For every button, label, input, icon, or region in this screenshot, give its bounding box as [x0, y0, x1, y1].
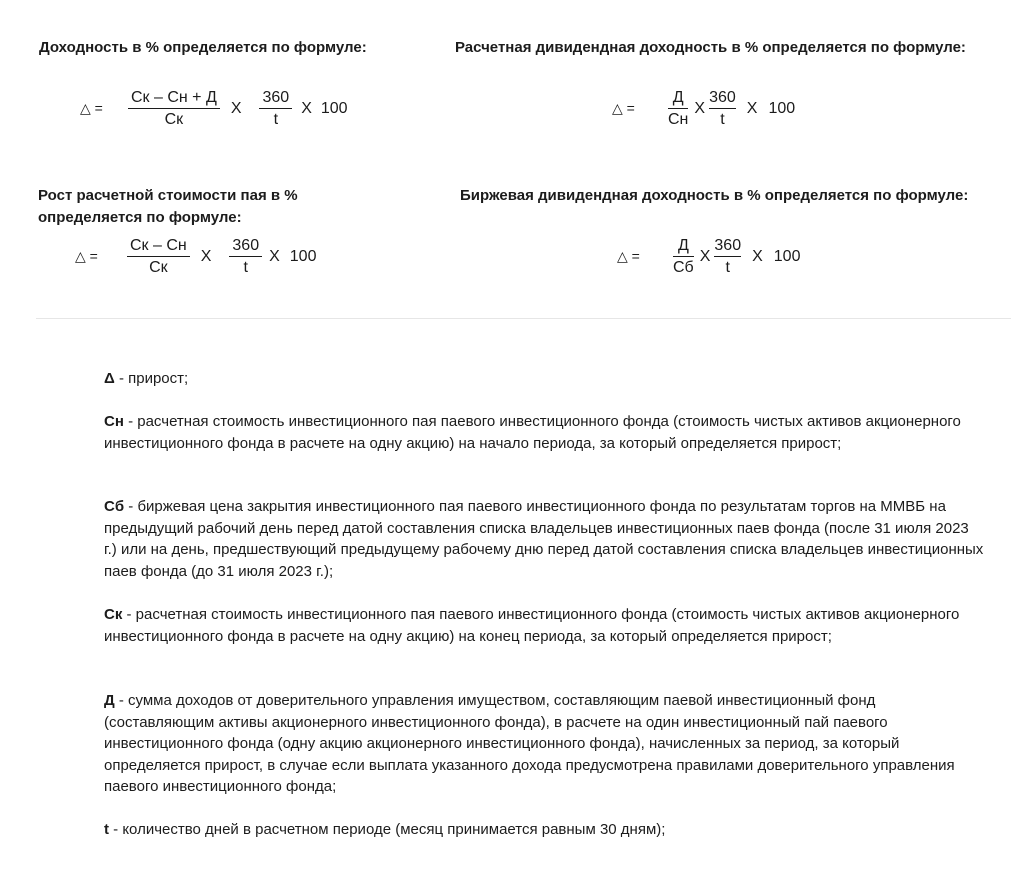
- legend-t: [104, 819, 984, 841]
- days-fraction: [714, 237, 741, 276]
- fraction-numerator: Д: [672, 89, 684, 106]
- fraction-bar: [714, 256, 741, 257]
- fraction-bar: [128, 108, 220, 109]
- multiply-sign: X: [230, 99, 242, 117]
- multiply-sign: X: [301, 99, 312, 117]
- legend-definition: - расчетная стоимость инвестиционного пая паевого инвестиционного фонда (стоимость чистых активов акционерного инвестиционного фонда в расчете на одну акцию) на конец периода, за который определяется прирост;: [104, 606, 960, 645]
- fraction-numerator: 360: [709, 89, 736, 106]
- fraction-denominator: Cб: [673, 259, 694, 276]
- yield-formula: [80, 89, 348, 128]
- legend-delta: [104, 368, 984, 390]
- fraction-numerator: Cк – Cн: [130, 237, 187, 254]
- legend-cn: [104, 411, 984, 454]
- multiply-sign: X: [746, 99, 758, 117]
- fraction-bar: [259, 108, 292, 109]
- legend-term: Cк: [104, 606, 123, 623]
- dividend-fraction: [673, 237, 694, 276]
- fraction-numerator: 360: [714, 237, 742, 254]
- legend-d: [104, 690, 984, 798]
- growth-formula-title: [38, 185, 298, 229]
- legend-term: t: [104, 821, 109, 838]
- days-fraction: [259, 89, 292, 128]
- legend-definition: - сумма доходов от доверительного управления имуществом, составляющим паевой инвестиционный фонд (составляющим активы акционерного инвестиционного фонда), в расчете на один инвестиционный пай паевого инвестиционного фонда (одну акцию акционерного инвестиционного фонда), начисленных за период, за который определяется прирост, в случае если выплата указанного дохода предусмотрена правилами доверительного управления паевого инвестиционного фонда;: [104, 692, 955, 795]
- delta-lhs: △ =: [75, 248, 98, 264]
- days-fraction: [709, 89, 736, 128]
- multiply-sign: X: [694, 99, 706, 117]
- fraction-numerator: 360: [232, 237, 260, 254]
- exchange-dividend-formula: [617, 237, 800, 276]
- legend-cb: [104, 496, 984, 582]
- legend-ck: [104, 604, 984, 647]
- legend-term: Cб: [104, 498, 125, 515]
- section-divider: [36, 318, 1011, 319]
- legend-term: Д: [104, 692, 115, 709]
- fraction-bar: [229, 256, 262, 257]
- calc-dividend-formula: [612, 89, 795, 128]
- hundred-value: 100: [289, 247, 317, 265]
- hundred-value: 100: [768, 99, 796, 117]
- growth-title-line-1: Рост расчетной стоимости пая в %: [38, 187, 298, 204]
- hundred-value: 100: [320, 99, 348, 117]
- legend-term: Δ: [104, 370, 115, 387]
- days-fraction: [229, 237, 262, 276]
- delta-lhs: △ =: [612, 100, 635, 116]
- delta-lhs: △ =: [617, 248, 640, 264]
- fraction-numerator: Д: [677, 237, 689, 254]
- legend-definition: - прирост;: [114, 370, 189, 387]
- fraction-denominator: t: [720, 111, 725, 128]
- dividend-fraction: [668, 89, 688, 128]
- growth-main-fraction: [127, 237, 190, 276]
- growth-title-line-2: определяется по формуле:: [38, 209, 242, 226]
- multiply-sign: X: [699, 247, 711, 265]
- yield-formula-title: Доходность в % определяется по формуле:: [39, 39, 367, 56]
- multiply-sign: X: [200, 247, 212, 265]
- hundred-value: 100: [773, 247, 801, 265]
- calc-dividend-formula-title: Расчетная дивидендная доходность в % определяется по формуле:: [455, 39, 966, 56]
- fraction-bar: [709, 108, 736, 109]
- yield-main-fraction: [128, 89, 220, 128]
- exchange-dividend-formula-title: Биржевая дивидендная доходность в % определяется по формуле:: [460, 187, 969, 204]
- multiply-sign: X: [269, 247, 280, 265]
- fraction-bar: [127, 256, 190, 257]
- fraction-denominator: Cк: [149, 259, 168, 276]
- legend-definition: - биржевая цена закрытия инвестиционного пая паевого инвестиционного фонда по результатам торгов на ММВБ на предыдущий рабочий день перед датой составления списка владельцев инвестиционных паев фонда (после 31 июля 2023 г.) или на день, предшествующий предыдущему рабочему дню перед датой составления списка владельцев инвестиционных паев фонда (до 31 июля 2023 г.);: [104, 498, 984, 580]
- growth-formula: [75, 237, 316, 276]
- fraction-numerator: 360: [262, 89, 290, 106]
- fraction-denominator: Cк: [164, 111, 184, 128]
- legend-term: Cн: [104, 413, 124, 430]
- fraction-denominator: t: [243, 259, 248, 276]
- fraction-bar: [668, 108, 688, 109]
- delta-lhs: △ =: [80, 100, 103, 116]
- legend-definition: - количество дней в расчетном периоде (месяц принимается равным 30 дням);: [109, 821, 666, 838]
- legend-definition: - расчетная стоимость инвестиционного пая паевого инвестиционного фонда (стоимость чистых активов акционерного инвестиционного фонда в расчете на одну акцию) на начало периода, за который определяется прирост;: [104, 413, 961, 452]
- fraction-bar: [673, 256, 694, 257]
- multiply-sign: X: [752, 247, 763, 265]
- fraction-denominator: Cн: [668, 111, 689, 128]
- fraction-numerator: Cк – Cн + Д: [131, 89, 217, 106]
- fraction-denominator: t: [725, 259, 730, 276]
- fraction-denominator: t: [273, 111, 279, 128]
